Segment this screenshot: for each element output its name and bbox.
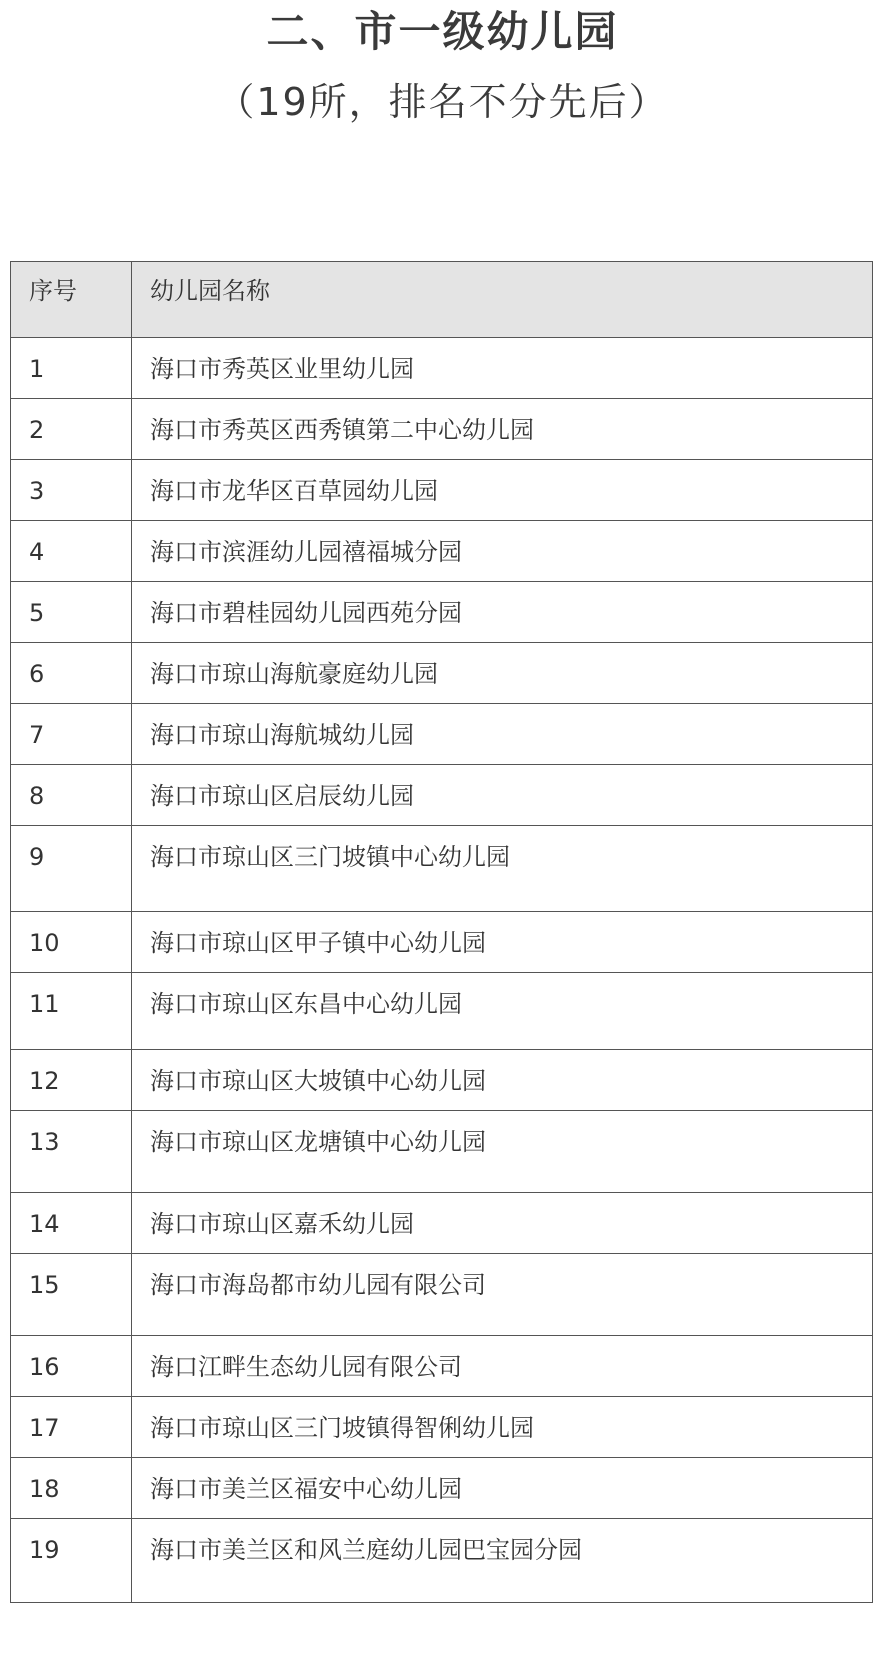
row-number: 9	[11, 826, 132, 912]
kindergarten-name: 海口市琼山区甲子镇中心幼儿园	[132, 912, 873, 973]
table-row	[11, 582, 873, 643]
table-row	[11, 826, 873, 912]
kindergarten-name: 海口市碧桂园幼儿园西苑分园	[132, 582, 873, 643]
table-row	[11, 1336, 873, 1397]
kindergarten-name: 海口市滨涯幼儿园禧福城分园	[132, 521, 873, 582]
column-header-name: 幼儿园名称	[132, 262, 873, 338]
kindergarten-name: 海口市琼山海航豪庭幼儿园	[132, 643, 873, 704]
row-number: 7	[11, 704, 132, 765]
table-row	[11, 1050, 873, 1111]
table-header-row	[11, 262, 873, 338]
row-number: 14	[11, 1193, 132, 1254]
kindergarten-name: 海口市琼山区三门坡镇得智俐幼儿园	[132, 1397, 873, 1458]
kindergarten-name: 海口市琼山区龙塘镇中心幼儿园	[132, 1111, 873, 1193]
table-row	[11, 521, 873, 582]
kindergarten-name: 海口市秀英区业里幼儿园	[132, 338, 873, 399]
table-row	[11, 704, 873, 765]
kindergarten-name: 海口市琼山区大坡镇中心幼儿园	[132, 1050, 873, 1111]
row-number: 3	[11, 460, 132, 521]
table-row	[11, 1397, 873, 1458]
column-header-number: 序号	[11, 262, 132, 338]
row-number: 12	[11, 1050, 132, 1111]
table-row	[11, 1458, 873, 1519]
row-number: 4	[11, 521, 132, 582]
table-row	[11, 1519, 873, 1603]
kindergarten-name: 海口市琼山海航城幼儿园	[132, 704, 873, 765]
table-row	[11, 765, 873, 826]
row-number: 13	[11, 1111, 132, 1193]
row-number: 17	[11, 1397, 132, 1458]
kindergarten-name: 海口市海岛都市幼儿园有限公司	[132, 1254, 873, 1336]
table-row	[11, 1254, 873, 1336]
kindergarten-name: 海口市琼山区三门坡镇中心幼儿园	[132, 826, 873, 912]
kindergarten-name: 海口市琼山区东昌中心幼儿园	[132, 973, 873, 1050]
row-number: 1	[11, 338, 132, 399]
kindergarten-name: 海口江畔生态幼儿园有限公司	[132, 1336, 873, 1397]
page-subtitle: （19所，排名不分先后）	[216, 80, 669, 124]
row-number: 16	[11, 1336, 132, 1397]
kindergarten-table	[10, 261, 873, 1603]
row-number: 18	[11, 1458, 132, 1519]
row-number: 19	[11, 1519, 132, 1603]
kindergarten-name: 海口市琼山区嘉禾幼儿园	[132, 1193, 873, 1254]
row-number: 8	[11, 765, 132, 826]
row-number: 10	[11, 912, 132, 973]
row-number: 6	[11, 643, 132, 704]
kindergarten-name: 海口市龙华区百草园幼儿园	[132, 460, 873, 521]
table-row	[11, 643, 873, 704]
kindergarten-name: 海口市美兰区和风兰庭幼儿园巴宝园分园	[132, 1519, 873, 1603]
row-number: 11	[11, 973, 132, 1050]
table-row	[11, 973, 873, 1050]
kindergarten-name: 海口市秀英区西秀镇第二中心幼儿园	[132, 399, 873, 460]
kindergarten-name: 海口市琼山区启辰幼儿园	[132, 765, 873, 826]
table-row	[11, 1111, 873, 1193]
table-row	[11, 460, 873, 521]
table-row	[11, 399, 873, 460]
page-title: 二、市一级幼儿园	[266, 7, 619, 56]
table-row	[11, 1193, 873, 1254]
row-number: 5	[11, 582, 132, 643]
row-number: 15	[11, 1254, 132, 1336]
table-row	[11, 338, 873, 399]
row-number: 2	[11, 399, 132, 460]
kindergarten-name: 海口市美兰区福安中心幼儿园	[132, 1458, 873, 1519]
table-row	[11, 912, 873, 973]
